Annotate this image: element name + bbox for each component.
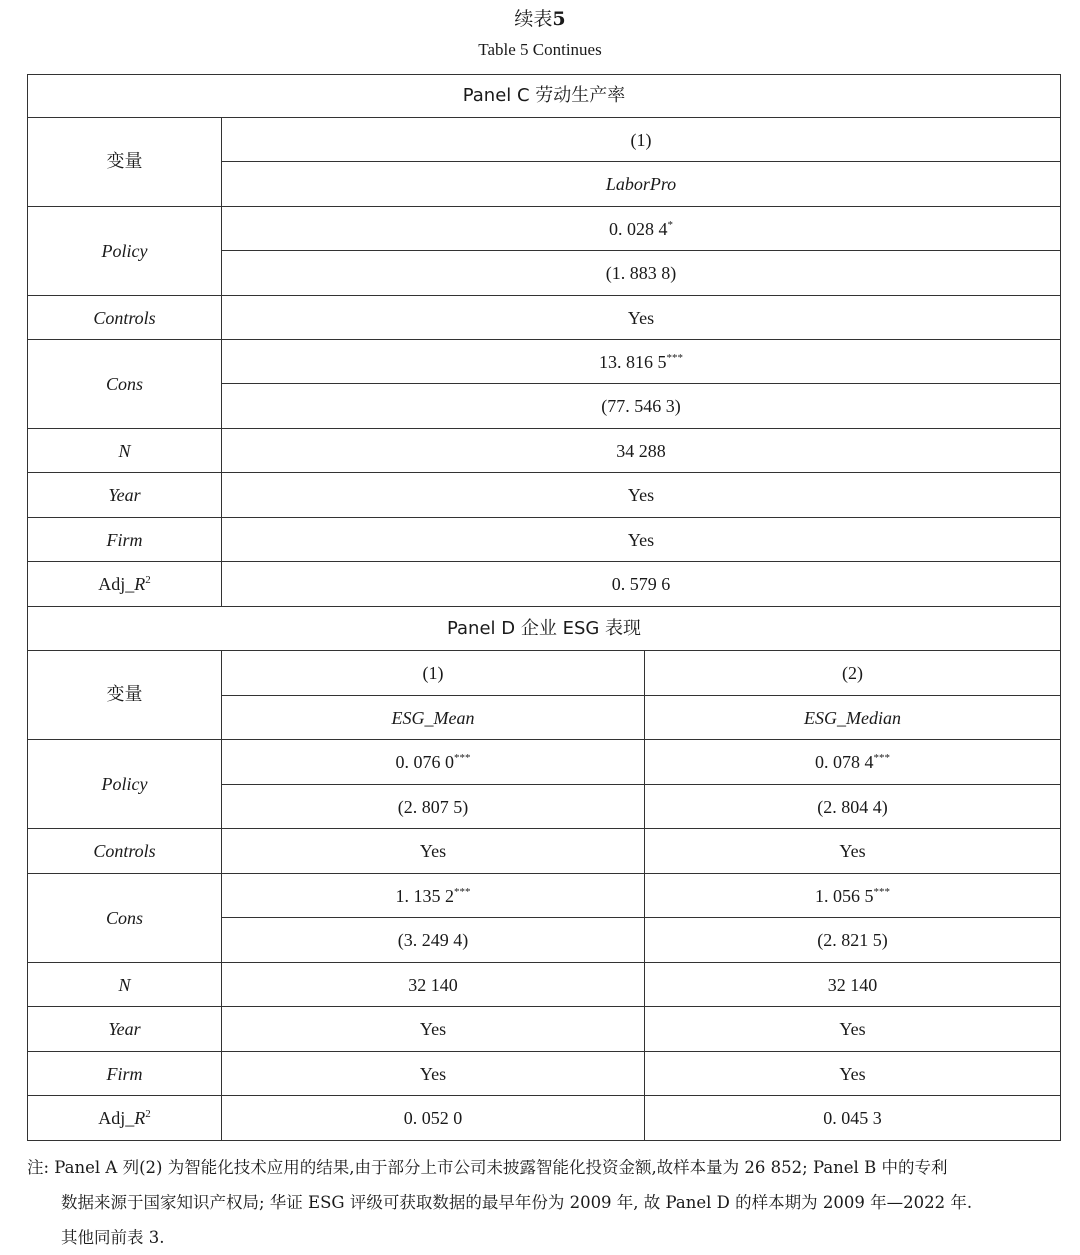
panel-c-firm-label: Firm — [28, 518, 222, 562]
significance-star: * — [667, 218, 674, 231]
adj-sup: 2 — [145, 1108, 151, 1120]
panel-d-adj1: 0. 052 0 — [222, 1096, 645, 1141]
table-caption-cn — [0, 4, 1080, 31]
panel-d-policy-tstat2: (2. 804 4) — [645, 785, 1061, 829]
panel-c-col1-number: (1) — [222, 118, 1061, 162]
panel-d-policy-coef1-value: 0. 076 0 — [395, 752, 454, 772]
table-row — [28, 296, 1061, 340]
panel-c-n-value: 34 288 — [222, 429, 1061, 473]
significance-star: *** — [454, 885, 471, 898]
significance-star: *** — [666, 351, 684, 364]
panel-d-cons-label: Cons — [28, 874, 222, 963]
panel-d-policy-label: Policy — [28, 740, 222, 829]
table-caption-en: Table 5 Continues — [478, 40, 602, 59]
note-line-3: 其他同前表 3. — [61, 1228, 165, 1247]
panel-c-adj-r2-label — [28, 562, 222, 607]
panel-d-policy-tstat1: (2. 807 5) — [222, 785, 645, 829]
panel-c-header: Panel C 劳动生产率 — [28, 75, 1061, 118]
panel-d-cons-tstat1: (3. 249 4) — [222, 918, 645, 963]
panel-d-col2-variable: ESG_Median — [645, 696, 1061, 740]
table-row — [28, 118, 1061, 162]
panel-c-policy-coef — [222, 207, 1061, 251]
table-row — [28, 651, 1061, 696]
panel-d-n2: 32 140 — [645, 963, 1061, 1007]
panel-d-cons-coef2 — [645, 874, 1061, 918]
panel-c-n-label: N — [28, 429, 222, 473]
caption-cn-number: 5 — [552, 8, 566, 30]
panel-d-adj2: 0. 045 3 — [645, 1096, 1061, 1141]
note-line-1: 注: Panel A 列(2) 为智能化技术应用的结果,由于部分上市公司未披露智能化投资金额,故样本量为 26 852; Panel B 中的专利 — [27, 1158, 948, 1177]
panel-c-header-row — [28, 75, 1061, 118]
panel-d-year2: Yes — [645, 1007, 1061, 1052]
table-row — [28, 740, 1061, 785]
panel-d-controls-label: Controls — [28, 829, 222, 874]
adj-r: R — [134, 574, 146, 594]
panel-d-cons-tstat2: (2. 821 5) — [645, 918, 1061, 963]
panel-c-cons-label: Cons — [28, 340, 222, 429]
panel-d-cons-coef1-value: 1. 135 2 — [395, 885, 454, 906]
panel-d-adj-r2-label — [28, 1096, 222, 1141]
table-row — [28, 829, 1061, 874]
panel-d-cons-coef1 — [222, 874, 645, 918]
panel-d-controls1: Yes — [222, 829, 645, 874]
panel-d-year1: Yes — [222, 1007, 645, 1052]
table-row — [28, 518, 1061, 562]
panel-d-n1: 32 140 — [222, 963, 645, 1007]
panel-c-policy-label: Policy — [28, 207, 222, 296]
table-row — [28, 1007, 1061, 1052]
panel-d-policy-coef2-value: 0. 078 4 — [815, 752, 874, 772]
panel-d-col2-number: (2) — [645, 651, 1061, 696]
table-row — [28, 1052, 1061, 1096]
panel-d-firm-label: Firm — [28, 1052, 222, 1096]
panel-c-controls-value: Yes — [222, 296, 1061, 340]
table-row — [28, 207, 1061, 251]
panel-c-variable-label: 变量 — [28, 118, 222, 207]
panel-d-variable-label: 变量 — [28, 651, 222, 740]
panel-d-n-label: N — [28, 963, 222, 1007]
adj-sup: 2 — [145, 574, 151, 586]
panel-c-adj-r2-value: 0. 579 6 — [222, 562, 1061, 607]
regression-table — [27, 74, 1061, 1141]
panel-c-policy-tstat: (1. 883 8) — [222, 251, 1061, 296]
panel-d-firm2: Yes — [645, 1052, 1061, 1096]
table-row — [28, 1096, 1061, 1141]
panel-d-header: Panel D 企业 ESG 表现 — [28, 607, 1061, 651]
panel-d-col1-number: (1) — [222, 651, 645, 696]
adj-prefix: Adj_ — [98, 1108, 135, 1128]
table-row — [28, 340, 1061, 384]
table-note — [27, 1150, 1062, 1255]
panel-c-cons-coef-value: 13. 816 5 — [599, 351, 667, 372]
caption-cn-prefix: 续表 — [514, 8, 553, 30]
panel-c-controls-label: Controls — [28, 296, 222, 340]
panel-d-year-label: Year — [28, 1007, 222, 1052]
significance-star: *** — [873, 885, 891, 898]
panel-c-policy-coef-value: 0. 028 4 — [609, 218, 668, 239]
table-row — [28, 473, 1061, 518]
panel-d-cons-coef2-value: 1. 056 5 — [815, 885, 874, 906]
panel-c-cons-coef — [222, 340, 1061, 384]
panel-c-year-label: Year — [28, 473, 222, 518]
adj-r: R — [134, 1108, 146, 1128]
table-row — [28, 963, 1061, 1007]
table-row — [28, 429, 1061, 473]
panel-c-firm-value: Yes — [222, 518, 1061, 562]
note-line-2: 数据来源于国家知识产权局; 华证 ESG 评级可获取数据的最早年份为 2009 年, 故 Panel D 的样本期为 2009 年—2022 年. — [61, 1193, 973, 1212]
panel-c-cons-tstat: (77. 546 3) — [222, 384, 1061, 429]
table-row — [28, 874, 1061, 918]
panel-d-col1-variable: ESG_Mean — [222, 696, 645, 740]
panel-d-header-row — [28, 607, 1061, 651]
panel-d-controls2: Yes — [645, 829, 1061, 874]
significance-star: *** — [873, 752, 891, 764]
panel-c-year-value: Yes — [222, 473, 1061, 518]
panel-c-col1-variable: LaborPro — [222, 162, 1061, 207]
panel-d-policy-coef2 — [645, 740, 1061, 785]
significance-star: *** — [454, 752, 471, 764]
panel-d-policy-coef1 — [222, 740, 645, 785]
table-row — [28, 562, 1061, 607]
panel-d-firm1: Yes — [222, 1052, 645, 1096]
adj-prefix: Adj_ — [98, 574, 135, 594]
